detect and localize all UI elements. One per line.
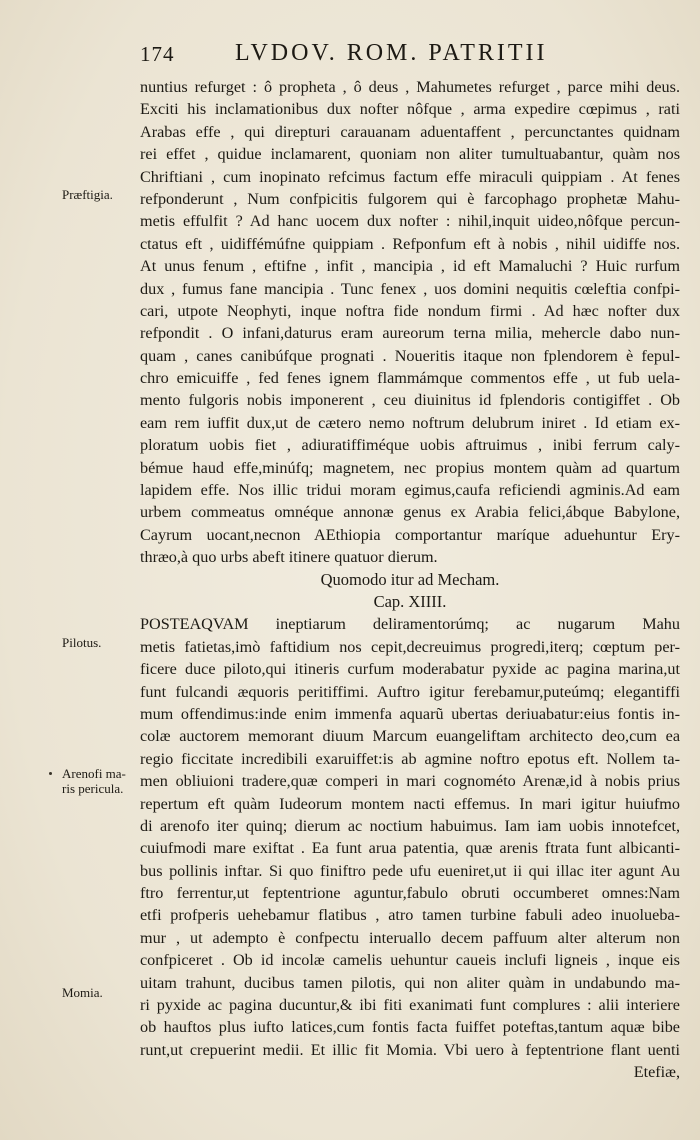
- text-line: mum offendimus:inde enim immenfa aquarũ ubertas deriuabatur:eius fontis in-: [140, 704, 680, 723]
- page-header: [140, 36, 680, 76]
- text-line: eam rem iuffit dux,ut de cætero nemo noftrum delubrum iniret . Id etiam ex-: [140, 413, 680, 432]
- text-line: metis effulfit ? Ad hanc uocem dux nofter : nihil,inquit uideo,nôfque percun-: [140, 212, 680, 231]
- text-line: confpiceret . Ob id incolæ camelis uehuntur caueis inclufi ligneis , inque eis: [140, 951, 680, 970]
- text-line: regio ficcitate incredibili exaruiffet:is ab agmine noftro epotus eft. Nollem ta-: [140, 749, 680, 768]
- text-line: ri pyxide ac pagina ducuntur,& ibi fiti exanimati funt complures : alii interiere: [140, 996, 680, 1015]
- text-line: etfi profperis uehebamur flatibus , atro tamen turbine fabuli adeo inuolueba-: [140, 906, 680, 925]
- text-line: runt,ut crepuerint medii. Et illic fit Momia. Vbi uero à feptentrione flant uenti: [140, 1040, 680, 1059]
- text-line: chro emicuiffe , fed fenes ignem flammámque commentos effe , ut fub uela-: [140, 369, 680, 388]
- margin-note-momia: Momia.: [62, 985, 103, 1000]
- text-line: di arenofo iter quinq; dierum ac noctium habuimus. Iam iam uobis innotefcet,: [140, 816, 680, 835]
- text-line: quam , canes canibúfque prognati . Noueritis itaque non fplendorem è fepul-: [140, 346, 680, 365]
- text-line: uitam trahunt, ducibus tamen pilotis, qui non aliter quàm in undabundo ma-: [140, 973, 680, 992]
- page-number: 174: [140, 42, 175, 66]
- text-line: colæ auctorem memorant diuum Marcum euangeliftam architecto deo,cum ea: [140, 727, 680, 746]
- running-title: LVDOV. ROM. PATRITII: [235, 40, 548, 66]
- text-line: cuiufmodi mare exiftat . Ea funt arua patentia, quæ arenis ftrata funt albicanti-: [140, 839, 680, 858]
- catchword: Etefiæ,: [633, 1063, 680, 1082]
- text-line: Exciti his inclamationibus dux nofter nôfque , arma expedire cœpimus , rati: [140, 100, 680, 119]
- text-line: ob hauftos plus iufto latices,cum fontis facta fuiffet poteftas,tantum aquæ bibe: [140, 1018, 680, 1037]
- margin-note-pericula: ris pericula.: [62, 781, 124, 796]
- text-line: nuntius refurget : ô propheta , ô deus , Mahumetes refurget , parce mihi deus.: [140, 78, 680, 96]
- text-line: At unus fenum , eftifne , infit , mancipia , id eft Mamaluchi ? Huic rurfum: [140, 257, 680, 276]
- margin-bullet: [49, 772, 52, 775]
- margin-note-pilotus: Pilotus.: [62, 635, 102, 650]
- text-line: urbem commeatus omnéque annonæ genus ex Arabia felici,ábque Babylone,: [140, 503, 680, 522]
- text-line: dux , fumus fane mancipia . Tunc fenex , uos domini nequitis cœleftia confpi-: [140, 279, 680, 298]
- text-line: Cayrum uocant,necnon AEthiopia comportantur maríque aduehuntur Ery-: [140, 525, 680, 544]
- text-line: funt fulcandi æquoris peritiffimi. Auftro igitur ferebamur,puteúmq; elegantiffi: [140, 682, 680, 701]
- text-line: repertum eft quàm Iudeorum montem nacti effemus. In mari igitur huiufmo: [140, 794, 680, 813]
- text-line: metis fatietas,imò faftidium nos cepit,decreuimus progredi,iterq; cœptum per-: [140, 637, 680, 656]
- text-line: ftro ferrentur,ut feptentrione aguntur,fabulo obruti occumberet omnes:Nam: [140, 884, 680, 903]
- main-text-block: [140, 76, 680, 1084]
- text-line: refpondit . O infani,daturus eram aureorum terna milia, mehercle dabo nun-: [140, 324, 680, 343]
- text-line: bémue haud effe,minúfq; magnetem, nec propius montem quàm ad quartum: [140, 458, 680, 477]
- text-line: ploratum uobis fiet , adiuratiffiméque uobis aftruimus , inibi ferrum caly-: [140, 436, 680, 455]
- text-line: mur , ut adempto è confpectu interuallo decem paffuum alter alterum non: [140, 928, 680, 947]
- text-line: mento fulgoris nobis imponerent , ceu diuinitus id fplendoris contigiffet . Ob: [140, 391, 680, 410]
- text-line: bus pollinis inftar. Si quo finiftro pede ufu eueniret,ut ii qui illac iter agunt Au: [140, 861, 680, 880]
- text-line: ctatus eft , uidiffémúfne quippiam . Refponfum eft à nobis , nihil uidiffe nos.: [140, 234, 680, 253]
- margin-note-arenosi: Arenofi ma-: [62, 766, 126, 781]
- chapter-title: Quomodo itur ad Mecham.: [320, 569, 500, 589]
- text-line: rei effet , quidue inclamarent, quoniam non aliter tumultuabantur, quàm nos: [140, 145, 680, 164]
- chapter-number: Cap. XIIII.: [373, 591, 447, 611]
- margin-note-praestigia: Præftigia.: [62, 187, 113, 202]
- text-line: lapidem effe. Nos illic tridui moram egimus,caufa reficiendi agminis.Ad eam: [140, 481, 680, 500]
- text-line: cari, utpote Neophyti, inque noftra fide nondum firmi . Ad hæc nofter dux: [140, 301, 680, 320]
- text-line: Chriftiani , cum inopinato refcimus factum effe miraculi quippiam . At fenes: [140, 167, 680, 186]
- text-line: ficere duce piloto,qui itineris curfum moderabatur pyxide ac pagina marina,ut: [140, 660, 680, 679]
- text-line: Arabas effe , qui direpturi carauanam aduentaffent , percunctantes quidnam: [140, 122, 680, 141]
- text-line: refponderunt , Num confpicitis fulgorem qui è farcophago prophetæ Mahu-: [140, 189, 680, 208]
- text-line: thræo,à quo urbs abeft itinere quatuor dierum.: [140, 548, 438, 567]
- text-line: men obliuioni tradere,quæ comperi in mari cognométo Arenæ,id à nobis prius: [140, 772, 680, 791]
- text-line: POSTEAQVAM ineptiarum deliramentorúmq; ac nugarum Mahu: [140, 615, 680, 634]
